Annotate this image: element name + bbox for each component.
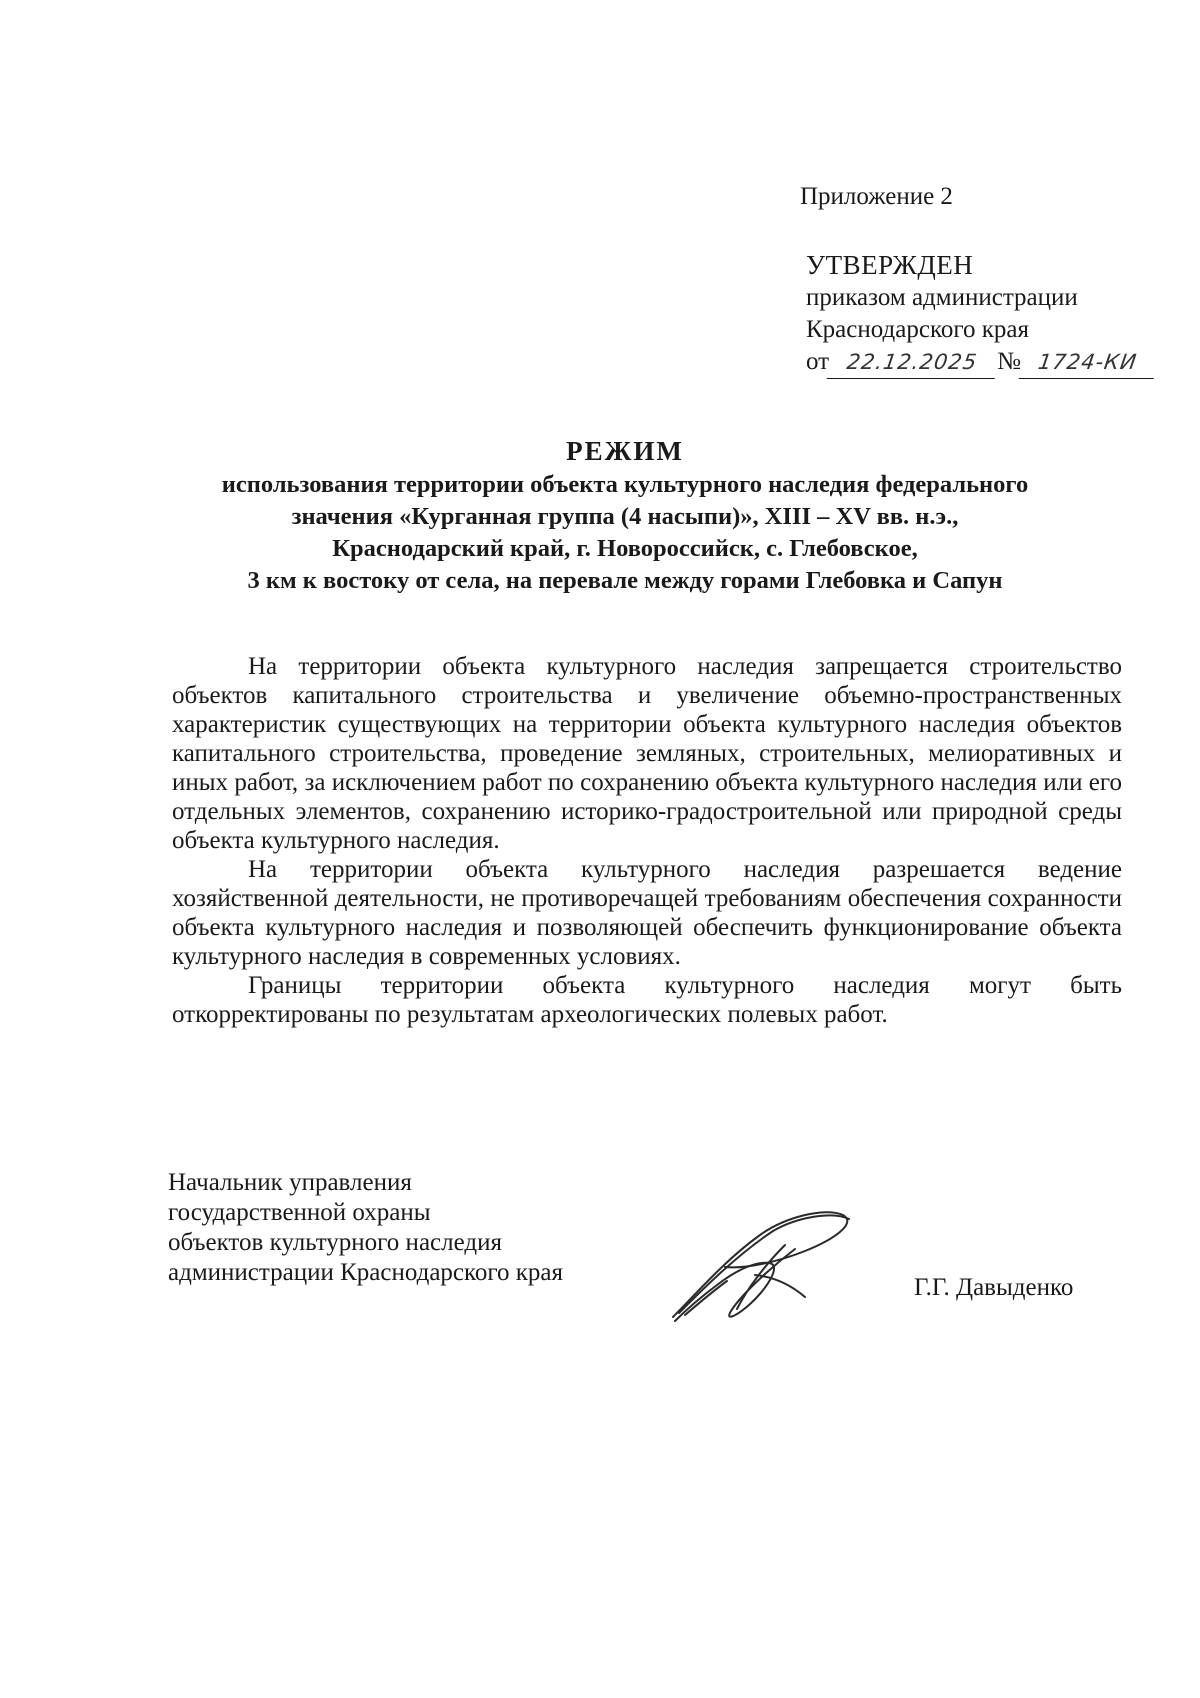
- position-line: объектов культурного наследия: [168, 1229, 502, 1256]
- appendix-label: Приложение 2: [800, 183, 953, 210]
- date-prefix: от: [806, 348, 830, 375]
- body-paragraph-permissions: На территории объекта культурного наследия разрешается ведение хозяйственной деятельности, не противоречащей требованиям обеспечения сохранности объекта культурного наследия и позволяющей обеспечить функционирование объекта культурного наследия в современных условиях.: [172, 856, 1122, 970]
- position-line: Начальник управления: [168, 1169, 412, 1196]
- body-paragraph-boundaries: Границы территории объекта культурного наследия могут быть откорректированы по результатам археологических полевых работ.: [172, 972, 1122, 1028]
- document-body: [172, 652, 1122, 1029]
- document-subtitle: [150, 469, 1100, 597]
- approved-by-line-2: Краснодарского края: [806, 316, 1029, 343]
- approval-stamp-block: [806, 248, 1156, 379]
- subtitle-line: 3 км к востоку от села, на перевале между горами Глебовка и Сапун: [247, 567, 1003, 594]
- position-line: государственной охраны: [168, 1199, 431, 1226]
- order-date-number-line: [806, 346, 1156, 379]
- approved-heading: УТВЕРЖДЕН: [806, 250, 974, 280]
- number-prefix: №: [997, 348, 1021, 375]
- signatory-position: [168, 1168, 563, 1288]
- position-line: администрации Краснодарского края: [168, 1259, 564, 1286]
- signer-name: Г.Г. Давыденко: [914, 1274, 1074, 1301]
- subtitle-line: Краснодарский край, г. Новороссийск, с. Глебовское,: [332, 535, 918, 562]
- body-paragraph-prohibitions: На территории объекта культурного наследия запрещается строительство объектов капитального строительства и увеличение объемно-пространственных характеристик существующих на территории объекта культурного наследия объектов капитального строительства, проведение земляных, строительных, мелиоративных и иных работ, за исключением работ по сохранению объекта культурного наследия или его отдельных элементов, сохранению историко-градостроительной или природной среды объекта культурного наследия.: [172, 653, 1122, 854]
- document-title-block: [150, 433, 1100, 597]
- document-title: РЕЖИМ: [566, 436, 684, 466]
- approved-by-line-1: приказом администрации: [806, 284, 1078, 311]
- handwritten-order-number: 1724-КИ: [1019, 346, 1159, 379]
- handwritten-signature: [665, 1205, 865, 1325]
- subtitle-line: использования территории объекта культурного наследия федерального: [221, 471, 1029, 498]
- handwritten-order-date: 22.12.2025: [827, 346, 1000, 379]
- subtitle-line: значения «Курганная группа (4 насыпи)», XIII – XV вв. н.э.,: [291, 503, 959, 530]
